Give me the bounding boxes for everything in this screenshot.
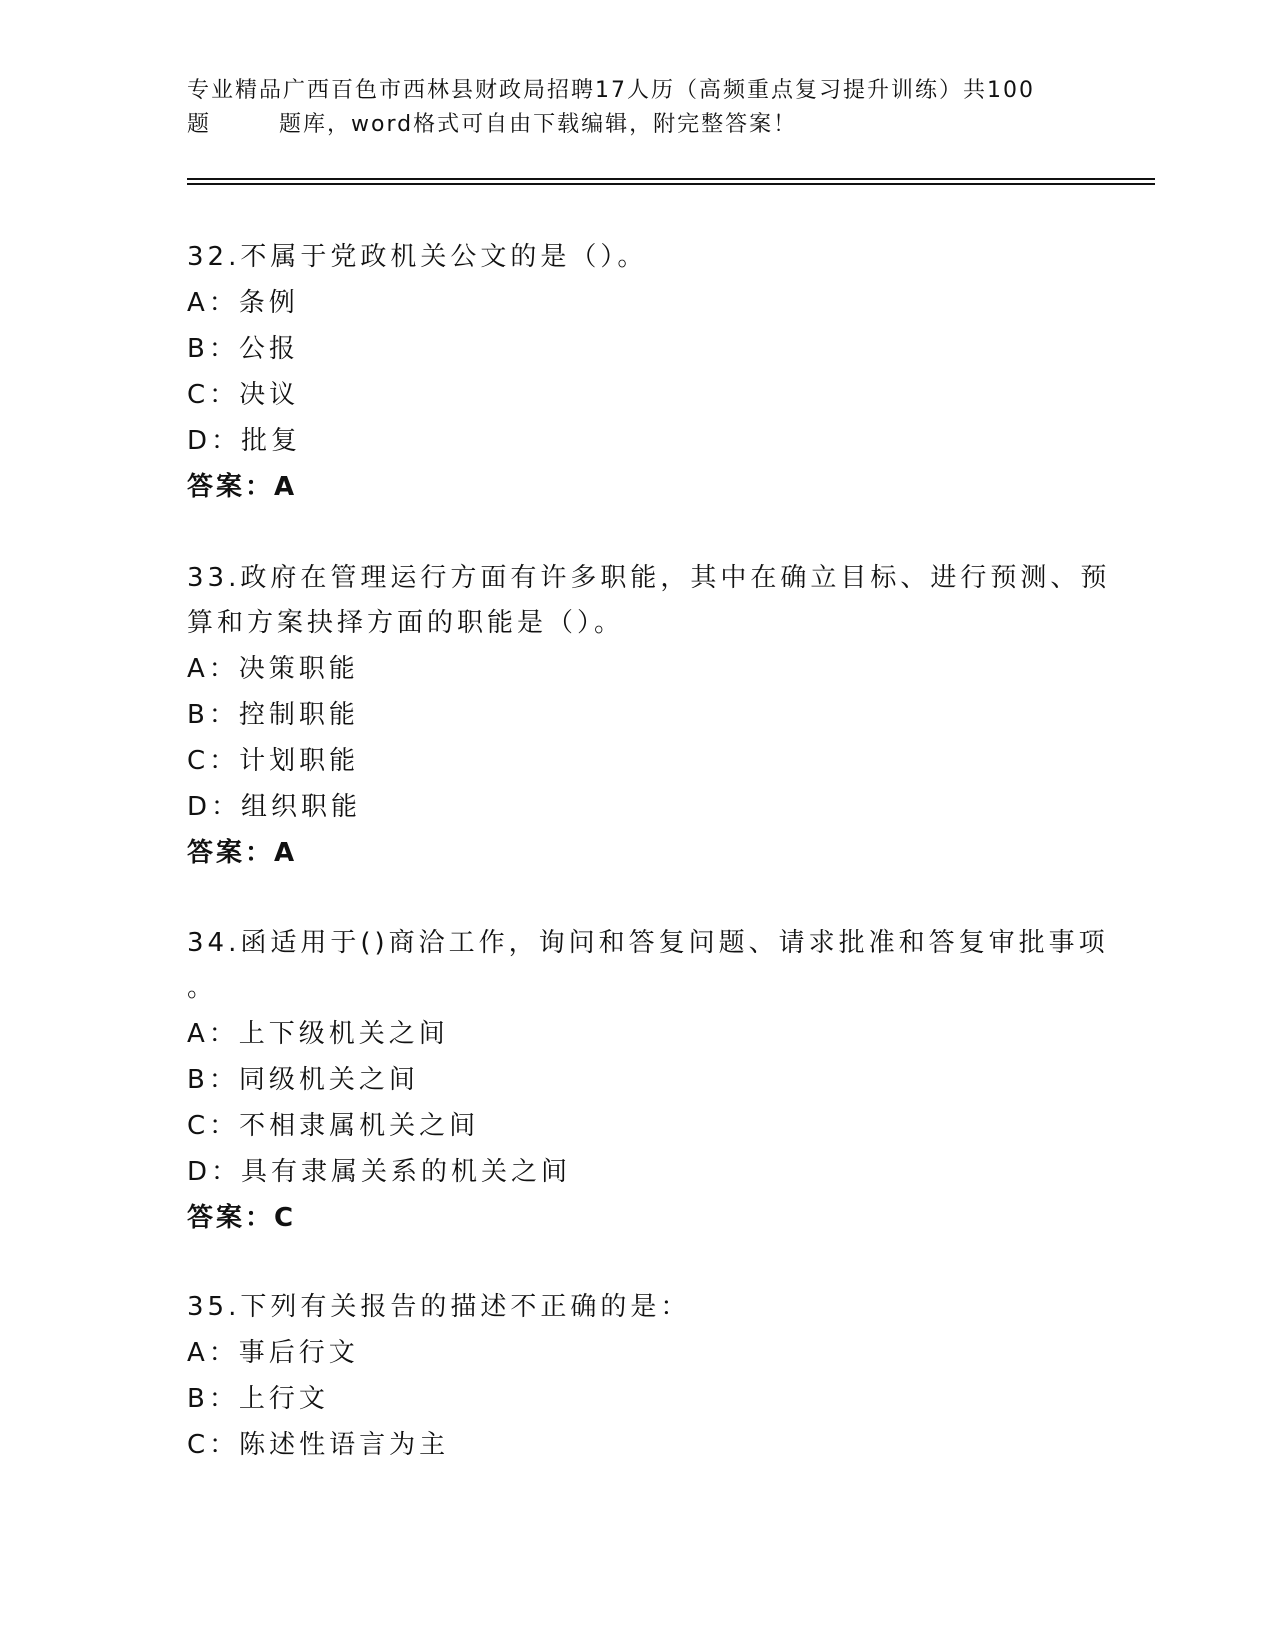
option-d: D：组织职能 [187, 792, 362, 822]
option-b: B：上行文 [187, 1384, 329, 1414]
question-32 [187, 235, 1087, 510]
option-c: C：计划职能 [187, 746, 360, 776]
question-text-continued: 。 [187, 973, 218, 1003]
option-c: C：决议 [187, 380, 300, 410]
option-a: A：事后行文 [187, 1338, 359, 1368]
option-c: C：不相隶属机关之间 [187, 1111, 480, 1141]
header-rule-bottom [187, 183, 1155, 185]
question-35 [187, 1285, 1087, 1468]
document-header [187, 74, 1067, 142]
option-a: A：上下级机关之间 [187, 1019, 449, 1049]
option-b: B：控制职能 [187, 700, 359, 730]
question-33 [187, 556, 1111, 876]
header-rule-top [187, 178, 1155, 180]
option-c: C：陈述性语言为主 [187, 1430, 450, 1460]
question-text: 35.下列有关报告的描述不正确的是： [187, 1292, 691, 1322]
answer: 答案：A [187, 838, 298, 868]
header-line-2 [187, 108, 1067, 142]
question-text: 32.不属于党政机关公文的是（）。 [187, 242, 648, 272]
option-d: D：批复 [187, 426, 302, 456]
question-34 [187, 921, 1109, 1241]
header-line-1: 专业精品广西百色市西林县财政局招聘17人历（高频重点复习提升训练）共100 [187, 78, 1035, 103]
question-text: 34.函适用于()商洽工作，询问和答复问题、请求批准和答复审批事项 [187, 928, 1109, 958]
option-b: B：同级机关之间 [187, 1065, 419, 1095]
answer: 答案：A [187, 472, 298, 502]
header-line-2-tail: 题库，word格式可自由下载编辑，附完整答案！ [279, 112, 798, 137]
question-text-continued: 算和方案抉择方面的职能是（）。 [187, 608, 625, 638]
option-d: D：具有隶属关系的机关之间 [187, 1157, 572, 1187]
option-a: A：决策职能 [187, 654, 359, 684]
question-text: 33.政府在管理运行方面有许多职能，其中在确立目标、进行预测、预 [187, 563, 1111, 593]
answer: 答案：C [187, 1203, 297, 1233]
option-b: B：公报 [187, 334, 299, 364]
header-line-2-head: 题 [187, 112, 212, 137]
option-a: A：条例 [187, 288, 299, 318]
